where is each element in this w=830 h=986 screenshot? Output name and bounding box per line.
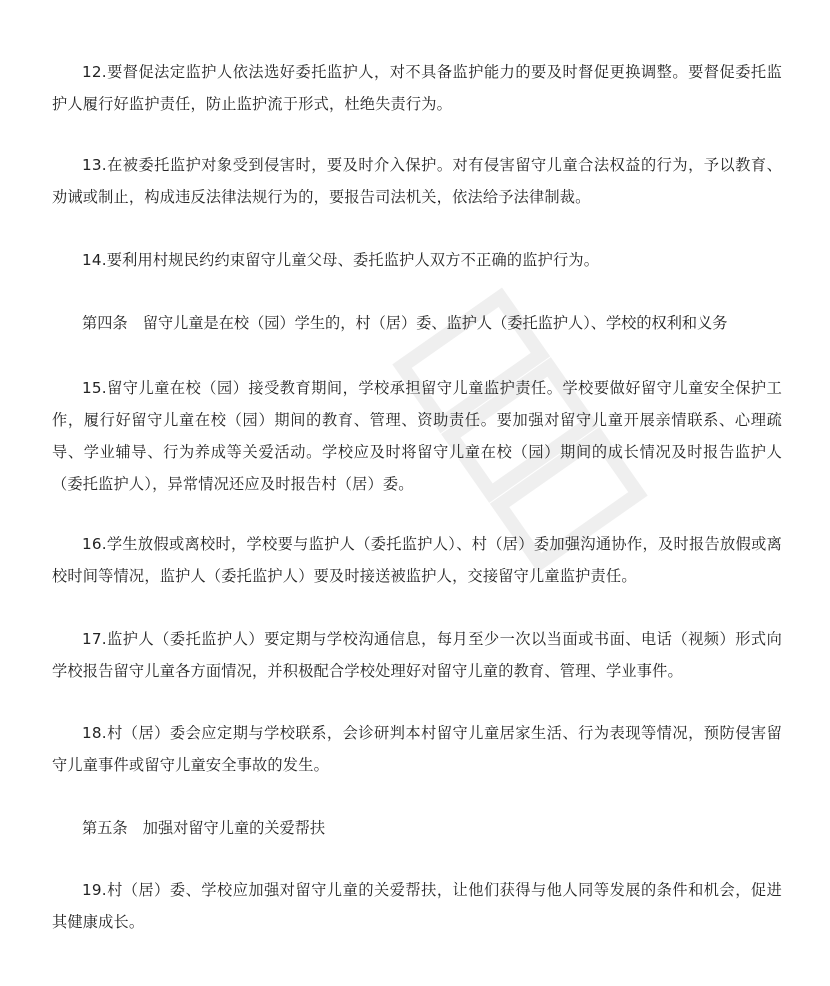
paragraph-13: 13.在被委托监护对象受到侵害时，要及时介入保护。对有侵害留守儿童合法权益的行为，予以教育、劝诫或制止，构成违反法律法规行为的，要报告司法机关，依法给予法律制裁。 (52, 156, 782, 206)
paragraph-16: 16.学生放假或离校时，学校要与监护人（委托监护人）、村（居）委加强沟通协作，及时报告放假或离校时间等情况，监护人（委托监护人）要及时接送被监护人，交接留守儿童监护责任。 (52, 535, 782, 585)
paragraph-17: 17.监护人（委托监护人）要定期与学校沟通信息，每月至少一次以当面或书面、电话（视频）形式向学校报告留守儿童各方面情况，并积极配合学校处理好对留守儿童的教育、管理、学业事件。 (52, 630, 782, 680)
paragraph-14: 14.要利用村规民约约束留守儿童父母、委托监护人双方不正确的监护行为。 (82, 251, 600, 269)
article-5-heading: 第五条 加强对留守儿童的关爱帮扶 (82, 819, 325, 837)
paragraph-18: 18.村（居）委会应定期与学校联系，会诊研判本村留守儿童居家生活、行为表现等情况，预防侵害留守儿童事件或留守儿童安全事故的发生。 (52, 724, 782, 774)
paragraph-12: 12.要督促法定监护人依法选好委托监护人，对不具备监护能力的要及时督促更换调整。要督促委托监护人履行好监护责任，防止监护流于形式，杜绝失责行为。 (52, 63, 782, 113)
paragraph-15: 15.留守儿童在校（园）接受教育期间，学校承担留守儿童监护责任。学校要做好留守儿童安全保护工作，履行好留守儿童在校（园）期间的教育、管理、资助责任。要加强对留守儿童开展亲情联系、心理疏导、学业辅导、行为养成等关爱活动。学校应及时将留守儿童在校（园）期间的成长情况及时报告监护人（委托监护人），异常情况还应及时报告村（居）委。 (52, 379, 782, 493)
paragraph-19: 19.村（居）委、学校应加强对留守儿童的关爱帮扶，让他们获得与他人同等发展的条件和机会，促进其健康成长。 (52, 881, 782, 931)
article-4-heading: 第四条 留守儿童是在校（园）学生的，村（居）委、监护人（委托监护人）、学校的权利和义务 (82, 314, 728, 332)
